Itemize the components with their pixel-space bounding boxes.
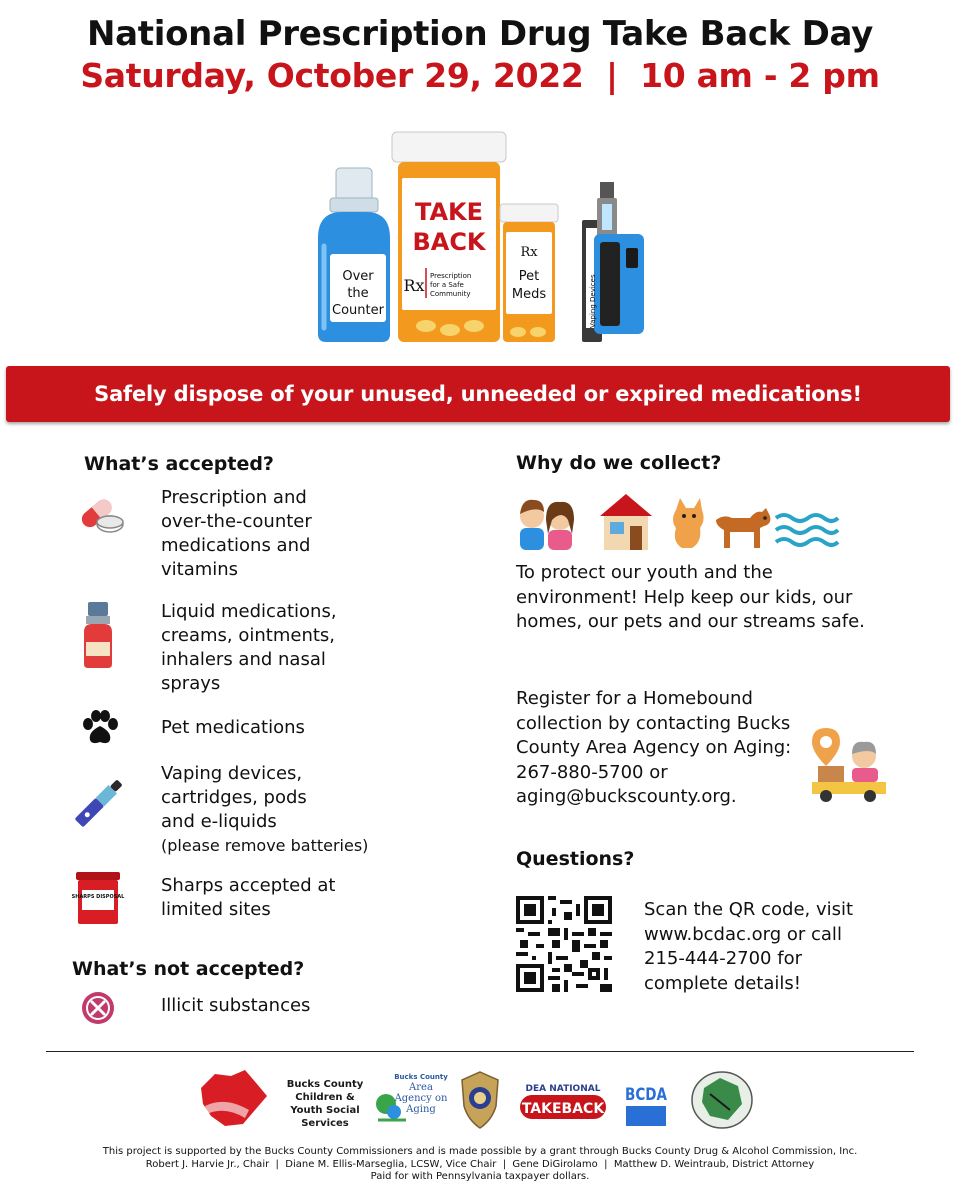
sharps-label: SHARPS DISPOSAL (71, 894, 125, 900)
accepted-item-2: Liquid medications, creams, ointments, inhalers and nasal sprays (161, 601, 337, 694)
house-icon (600, 494, 652, 550)
cat-icon (673, 498, 704, 548)
dispose-banner: Safely dispose of your unused, unneeded or expired medications! (6, 366, 950, 422)
delivery-truck-icon (808, 726, 890, 804)
dea-takeback-logo (518, 1080, 608, 1122)
otc-label-3: Counter (332, 303, 384, 318)
vaping-label: Vaping Devices (589, 274, 597, 328)
bcdac-logo (622, 1076, 670, 1130)
bucks-county-map-logo (195, 1066, 273, 1130)
qr-code[interactable] (516, 896, 612, 992)
aaa-logo-name: Area Agency on Aging (394, 1082, 448, 1115)
questions-heading: Questions? (516, 848, 635, 870)
liquid-bottle-icon (80, 600, 116, 670)
county-seal-logo (690, 1070, 754, 1130)
otc-label-2: the (347, 286, 369, 301)
rx-caption-3: Community (430, 290, 471, 298)
otc-label-1: Over (342, 269, 374, 284)
dea-logo-name: TAKEBACK (521, 1101, 605, 1117)
bcd-logo-letters: BCDA (625, 1085, 668, 1105)
footer (0, 1146, 960, 1184)
accepted-item-4-note: (please remove batteries) (161, 836, 369, 855)
water-icon (776, 515, 838, 545)
not-accepted-heading: What’s not accepted? (72, 958, 305, 980)
paw-icon (80, 710, 120, 746)
homebound-text: Register for a Homebound collection by contacting Bucks County Area Agency on Aging: 267-880-5700 or aging@buckscounty.org. (516, 688, 792, 807)
x-circle-icon (80, 990, 116, 1026)
rx-symbol-large: Rx (403, 276, 425, 295)
why-text: To protect our youth and the environment! Help keep our kids, our homes, our pets and our streams safe. (516, 562, 865, 632)
pill-icon (76, 492, 126, 538)
accepted-item-1: Prescription and over-the-counter medications and vitamins (161, 487, 312, 580)
accepted-item-4-text: Vaping devices, cartridges, pods and e-liquids (161, 763, 307, 832)
rx-caption-1: Prescription (430, 272, 472, 280)
take-label: TAKE (414, 198, 484, 226)
footer-line-1: This project is supported by the Bucks County Commissioners and is made possible by a grant through Bucks County Drug & Alcohol Commission, Inc. (102, 1146, 858, 1157)
hero-illustration (300, 128, 660, 348)
why-icons (516, 490, 840, 552)
rx-symbol-small: Rx (520, 245, 538, 260)
police-badge-logo (458, 1070, 502, 1130)
why-heading: Why do we collect? (516, 452, 722, 474)
sharps-container-icon (71, 870, 125, 926)
pet-label-2: Meds (511, 287, 547, 302)
kids-icon (520, 500, 574, 550)
accepted-heading: What’s accepted? (84, 453, 274, 475)
rx-caption-2: for a Safe (430, 281, 464, 289)
accepted-item-4 (161, 762, 368, 858)
accepted-item-3: Pet medications (161, 717, 305, 738)
footer-divider (46, 1051, 914, 1052)
back-label: BACK (412, 228, 486, 256)
aaa-logo-top: Bucks County (394, 1073, 448, 1081)
vape-pen-icon (68, 770, 132, 834)
event-date-time: Saturday, October 29, 2022 | 10 am - 2 pm (80, 56, 880, 95)
pet-label-1: Pet (518, 269, 540, 284)
questions-text: Scan the QR code, visit www.bcdac.org or call 215-444-2700 for complete details! (644, 899, 854, 994)
footer-line-3: Paid for with Pennsylvania taxpayer dollars. (370, 1171, 590, 1182)
cyss-logo: Bucks County Children & Youth Social Services (286, 1079, 364, 1129)
page-title: National Prescription Drug Take Back Day (87, 14, 873, 54)
dea-logo-top: DEA NATIONAL (525, 1084, 601, 1094)
accepted-item-5: Sharps accepted at limited sites (161, 875, 336, 920)
dog-icon (716, 508, 770, 548)
not-accepted-item-1: Illicit substances (161, 995, 311, 1016)
footer-line-2: Robert J. Harvie Jr., Chair | Diane M. Ellis-Marseglia, LCSW, Vice Chair | Gene DiGirolamo | Matthew D. Weintraub, District Attorney (145, 1158, 815, 1170)
